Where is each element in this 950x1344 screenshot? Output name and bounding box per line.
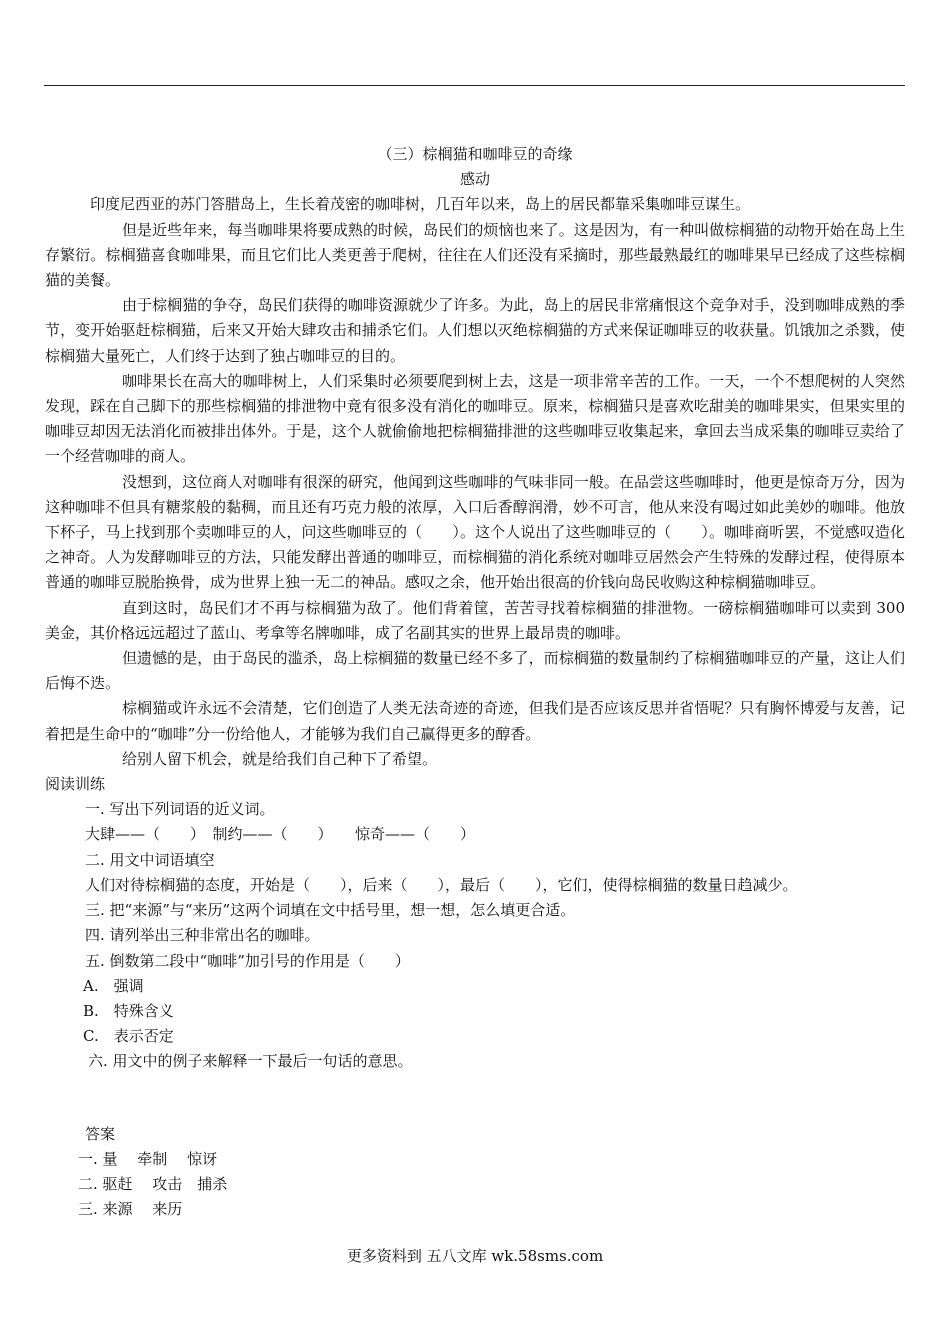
answer-item: 三. 来源 来历 [78, 1200, 183, 1219]
answer-item: 一. 量 牵制 惊讶 [78, 1149, 218, 1168]
question-2-text: 人们对待棕榈猫的态度，开始是（ ），后来（ ），最后（ ），它们，使得棕榈猫的数量日趋减少。 [85, 875, 798, 894]
question-1: 一. 写出下列词语的近义词。 [85, 800, 275, 819]
paragraph: 但是近些年来，每当咖啡果将要成熟的时候，岛民们的烦恼也来了。这是因为，有一种叫做棕榈猫的动物开始在岛上生存繁衍。棕榈猫喜食咖啡果，而且它们比人类更善于爬树，往往在人们还没有采摘时，那些最熟最红的咖啡果早已经成了这些棕榈猫的美餐。 [45, 220, 905, 290]
paragraph: 咖啡果长在高大的咖啡树上，人们采集时必须要爬到树上去，这是一项非常辛苦的工作。一天，一个不想爬树的人突然发现，踩在自己脚下的那些棕榈猫的排泄物中竟有很多没有消化的咖啡豆。原来，棕榈猫只是喜欢吃甜美的咖啡果实，但果实里的咖啡豆却因无法消化而被排出体外。于是，这个人就偷偷地把棕榈猫排泄的这些咖啡豆收集起来，拿回去当成采集的咖啡豆卖给了一个经营咖啡的商人。 [45, 371, 905, 466]
document-body [45, 142, 905, 1222]
paragraph: 没想到，这位商人对咖啡有很深的研究，他闻到这些咖啡的气味非同一般。在品尝这些咖啡时，他更是惊奇万分，因为这种咖啡不但具有糖浆般的黏稠，而且还有巧克力般的浓厚，入口后香醇润滑，妙不可言，他从来没有喝过如此美妙的咖啡。他放下杯子，马上找到那个卖咖啡豆的人，问这些咖啡豆的（ ）。这个人说出了这些咖啡豆的（ ）。咖啡商听罢，不觉感叹造化之神奇。人为发酵咖啡豆的方法，只能发酵出普通的咖啡豆，而棕榈猫的消化系统对咖啡豆居然会产生特殊的发酵过程，使得原本普通的咖啡豆脱胎换骨，成为世界上独一无二的神品。感叹之余，他开始出很高的价钱向岛民收购这种棕榈猫咖啡豆。 [45, 472, 905, 592]
paragraph: 给别人留下机会，就是给我们自己种下了希望。 [122, 749, 438, 768]
question-6: 六. 用文中的例子来解释一下最后一句话的意思。 [88, 1052, 413, 1071]
option-a: A. 强调 [83, 976, 144, 995]
answers-section [45, 1122, 905, 1223]
question-4: 四. 请列举出三种非常出名的咖啡。 [85, 926, 320, 945]
footer-link[interactable]: 更多资料到 五八文库 wk.58sms.com [346, 1247, 604, 1265]
question-1-words: 大肆——（ ） 制约——（ ） 惊奇——（ ） [85, 825, 476, 844]
paragraph: 直到这时，岛民们才不再与棕榈猫为敌了。他们背着筐，苦苦寻找着棕榈猫的排泄物。一磅棕榈猫咖啡可以卖到 300 美金，其价格远远超过了蓝山、考拿等名牌咖啡，成了名副其实的世界上最昂贵的咖啡。 [45, 598, 905, 642]
paragraph: 棕榈猫或许永远不会清楚，它们创造了人类无法奇迹的奇迹，但我们是否应该反思并省悟呢？只有胸怀博爱与友善，记着把是生命中的“咖啡”分一份给他人，才能够为我们自己赢得更多的醇香。 [45, 699, 905, 743]
answer-item: 二. 驱赶 攻击 捕杀 [78, 1174, 228, 1193]
option-b: B. 特殊含义 [83, 1001, 174, 1020]
document-title: （三）棕榈猫和咖啡豆的奇缘 [377, 145, 573, 163]
question-2: 二. 用文中词语填空 [85, 850, 215, 869]
paragraph: 由于棕榈猫的争夺，岛民们获得的咖啡资源就少了许多。为此，岛上的居民非常痛恨这个竞争对手，没到咖啡成熟的季节，变开始驱赶棕榈猫，后来又开始大肆攻击和捕杀它们。人们想以灭绝棕榈猫的方式来保证咖啡豆的收获量。饥饿加之杀戮，使棕榈猫大量死亡，人们终于达到了独占咖啡豆的目的。 [45, 296, 905, 365]
document-author: 感动 [459, 170, 490, 189]
question-3: 三. 把“来源”与“来历”这两个词填在文中括号里，想一想，怎么填更合适。 [85, 901, 576, 920]
question-5: 五. 倒数第二段中“咖啡”加引号的作用是（ ） [85, 951, 410, 970]
paragraph: 印度尼西亚的苏门答腊岛上，生长着茂密的咖啡树，几百年以来，岛上的居民都靠采集咖啡豆谋生。 [90, 195, 751, 214]
answers-heading: 答案 [85, 1124, 116, 1143]
header-rule [44, 85, 905, 86]
option-c: C. 表示否定 [83, 1027, 174, 1046]
paragraph: 但遗憾的是，由于岛民的滥杀，岛上棕榈猫的数量已经不多了，而棕榈猫的数量制约了棕榈猫咖啡豆的产量，这让人们后悔不迭。 [45, 649, 905, 693]
exercise-heading: 阅读训练 [45, 775, 106, 794]
